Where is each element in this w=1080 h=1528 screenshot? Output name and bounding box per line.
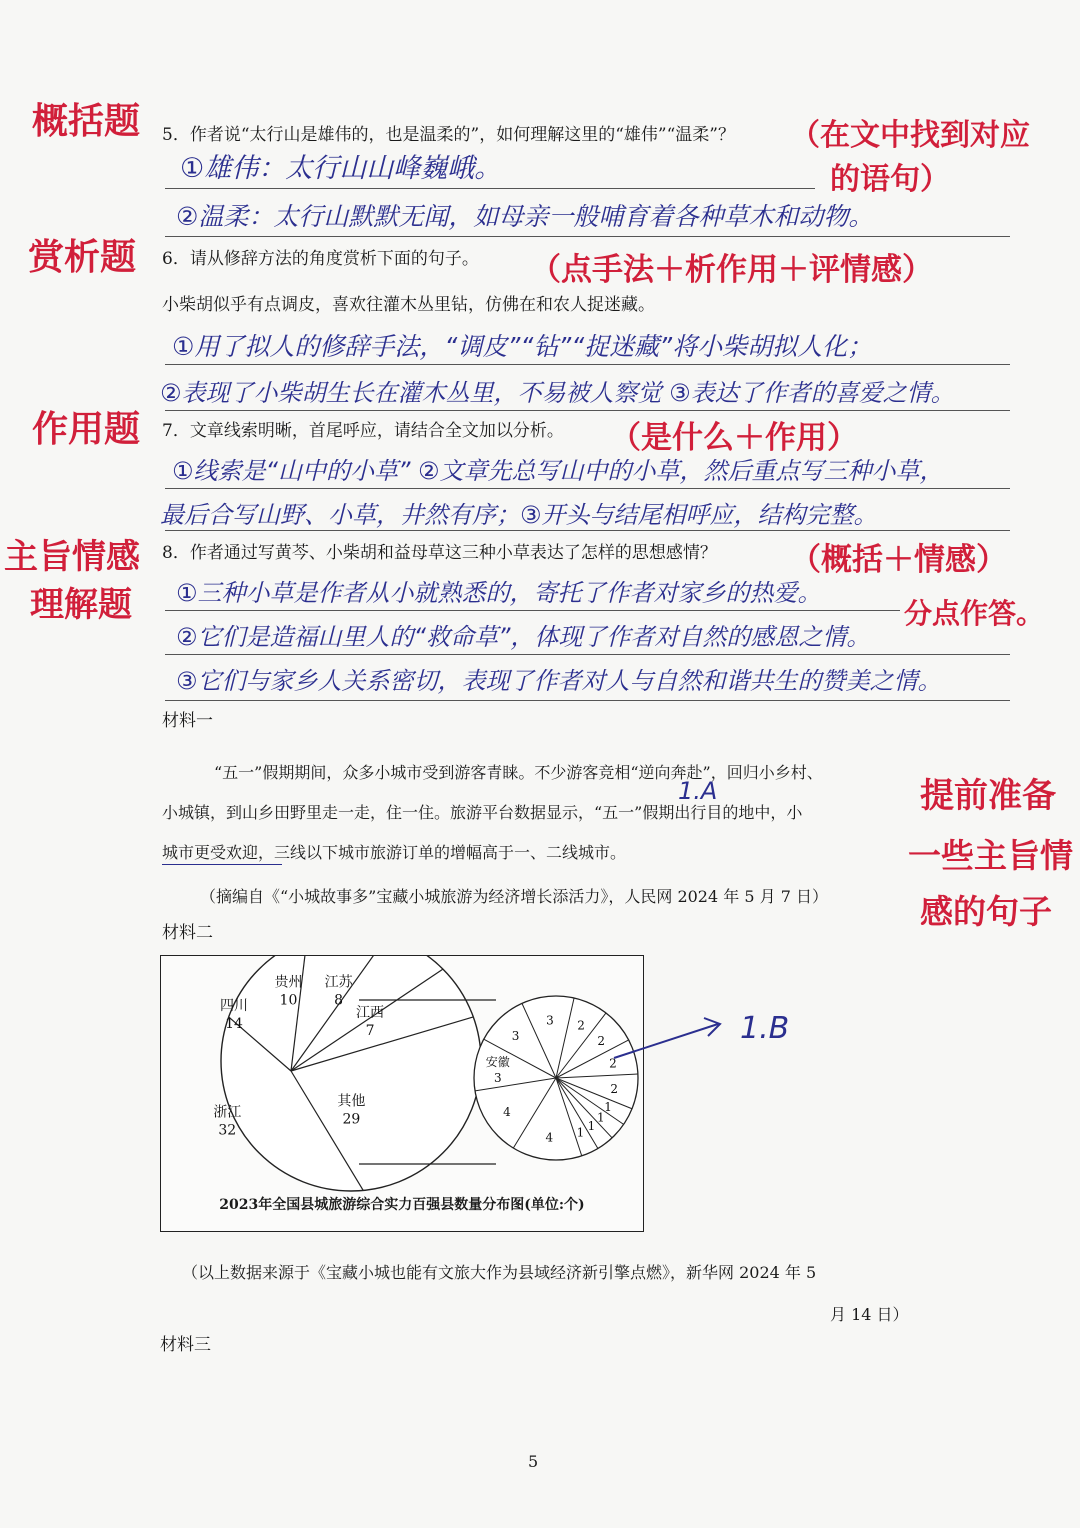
arrow-icon	[610, 1010, 730, 1070]
material-2-source-1: （以上数据来源于《宝藏小城也能有文旅大作为县域经济新引擎点燃》，新华网 2024 年 5	[182, 1263, 817, 1282]
answer-line	[165, 188, 815, 189]
question-5: 5．作者说“太行山是雄伟的，也是温柔的”，如何理解这里的“雄伟”“温柔”？	[162, 125, 735, 145]
question-7: 7．文章线索明晰，首尾呼应，请结合全文加以分析。	[162, 421, 564, 441]
q5-note-2: 的语句）	[830, 162, 950, 197]
q8-side-note: 分点作答。	[904, 597, 1045, 630]
page-number: 5	[528, 1452, 539, 1471]
q6-note: （点手法＋析作用＋评情感）	[530, 252, 933, 288]
answer-line	[165, 530, 1010, 531]
q6-sentence: 小柴胡似乎有点调皮，喜欢往灌木丛里钻，仿佛在和农人捉迷藏。	[162, 295, 655, 315]
pie-chart-frame	[160, 955, 644, 1232]
pie-slice-label: 浙江	[213, 1104, 242, 1121]
pie-slice-value: 7	[365, 1022, 375, 1039]
small-slice-value: 1	[596, 1110, 605, 1125]
small-slice-value: 3	[546, 1013, 554, 1028]
q8-note: （概括＋情感）	[790, 542, 1007, 578]
annotation-shangxi: 赏析题	[28, 237, 137, 278]
annotation-zhuzhi-1: 主旨情感	[4, 537, 140, 577]
pie-slice-value: 10	[279, 992, 298, 1009]
answer-line	[165, 236, 1010, 237]
q5-answer-2: ②温柔：太行山默默无闻，如母亲一般哺育着各种草木和动物。	[176, 202, 874, 231]
material-3-title: 材料三	[160, 1335, 211, 1355]
small-slice-value: 1	[576, 1125, 585, 1140]
pie-slice-label: 四川	[220, 998, 249, 1015]
material-2-hand-mark: 1.B	[740, 1011, 790, 1046]
small-slice-value: 2	[577, 1018, 585, 1033]
material-1-note-2: 一些主旨情	[908, 836, 1073, 875]
q6-answer-1: ①用了拟人的修辞手法，“调皮”“钻”“捉迷藏”将小柴胡拟人化；	[172, 332, 873, 361]
pie-slice-label: 江西	[356, 1004, 385, 1021]
q8-answer-3: ③它们与家乡人关系密切，表现了作者对人与自然和谐共生的赞美之情。	[176, 667, 942, 695]
answer-line	[165, 700, 1010, 701]
small-slice-value: 4	[545, 1130, 554, 1145]
q5-note-1: （在文中找到对应	[790, 118, 1030, 153]
material-1-title: 材料一	[162, 711, 213, 731]
chart-title: 2023年全国县城旅游综合实力百强县数量分布图(单位:个)	[219, 1197, 585, 1213]
annotation-zhuzhi-2: 理解题	[30, 585, 132, 625]
small-slice-value: 1	[587, 1119, 596, 1134]
q8-answer-1: ①三种小草是作者从小就熟悉的，寄托了作者对家乡的热爱。	[176, 579, 822, 607]
underline-mark	[162, 864, 282, 865]
q8-answer-2: ②它们是造福山里人的“救命草”，体现了作者对自然的感恩之情。	[176, 623, 871, 651]
answer-line	[165, 654, 1010, 655]
q5-answer-1: ①雄伟：太行山山峰巍峨。	[180, 153, 502, 184]
answer-line	[165, 488, 1010, 489]
q7-answer-2: 最后合写山野、小草，井然有序；③开头与结尾相呼应，结构完整。	[160, 501, 878, 529]
pie-slice-value: 32	[218, 1122, 237, 1139]
annotation-gaikuo: 概括题	[32, 101, 141, 142]
pie-slice-value: 29	[342, 1111, 361, 1128]
material-1-para-2: 小城镇，到山乡田野里走一走，住一住。旅游平台数据显示，“五一”假期出行目的地中，小	[162, 803, 803, 822]
q7-answer-1: ①线索是“山中的小草” ②文章先总写山中的小草，然后重点写三种小草，	[172, 457, 944, 485]
pie-slice-value: 8	[334, 992, 344, 1009]
pie-chart	[161, 956, 643, 1231]
small-slice-value: 3	[493, 1071, 502, 1086]
material-1-source: （摘编自《“小城故事多”宝藏小城旅游为经济增长添活力》，人民网 2024 年 5 月 7 日）	[200, 887, 828, 906]
material-1-para-1: “五一”假期期间，众多小城市受到游客青睐。不少游客竞相“逆向奔赴”，回归小乡村、	[214, 763, 823, 782]
q7-note: （是什么＋作用）	[610, 420, 858, 456]
small-slice-value: 2	[597, 1034, 606, 1049]
material-2-title: 材料二	[162, 923, 213, 943]
material-1-note-1: 提前准备	[920, 776, 1056, 816]
material-1-para-3: 城市更受欢迎，三线以下城市旅游订单的增幅高于一、二线城市。	[162, 843, 627, 862]
answer-line	[165, 410, 1010, 411]
material-2-source-2: 月 14 日）	[830, 1305, 909, 1324]
pie-slice-label: 其他	[337, 1093, 366, 1110]
pie-slice-label: 贵州	[274, 974, 303, 991]
small-slice-value: 2	[610, 1081, 619, 1096]
pie-slice-value: 14	[225, 1016, 243, 1033]
small-slice-label: 安徽	[485, 1055, 510, 1070]
small-slice-value: 1	[604, 1099, 612, 1114]
question-6: 6．请从修辞方法的角度赏析下面的句子。	[162, 249, 479, 269]
q6-answer-2: ②表现了小柴胡生长在灌木丛里，不易被人察觉 ③表达了作者的喜爱之情。	[160, 379, 955, 407]
annotation-zuoyong: 作用题	[32, 409, 141, 450]
pie-slice-label: 江苏	[324, 974, 353, 991]
small-slice-value: 2	[609, 1056, 617, 1071]
pie-outline	[221, 956, 481, 1191]
answer-line	[165, 610, 900, 611]
answer-line	[165, 364, 1010, 365]
material-1-note-3: 感的句子	[920, 892, 1052, 931]
question-8: 8．作者通过写黄芩、小柴胡和益母草这三种小草表达了怎样的思想感情？	[162, 543, 717, 563]
small-slice-value: 3	[511, 1028, 520, 1043]
material-1-hand-mark: 1.A	[678, 777, 718, 805]
small-slice-value: 4	[503, 1104, 511, 1119]
